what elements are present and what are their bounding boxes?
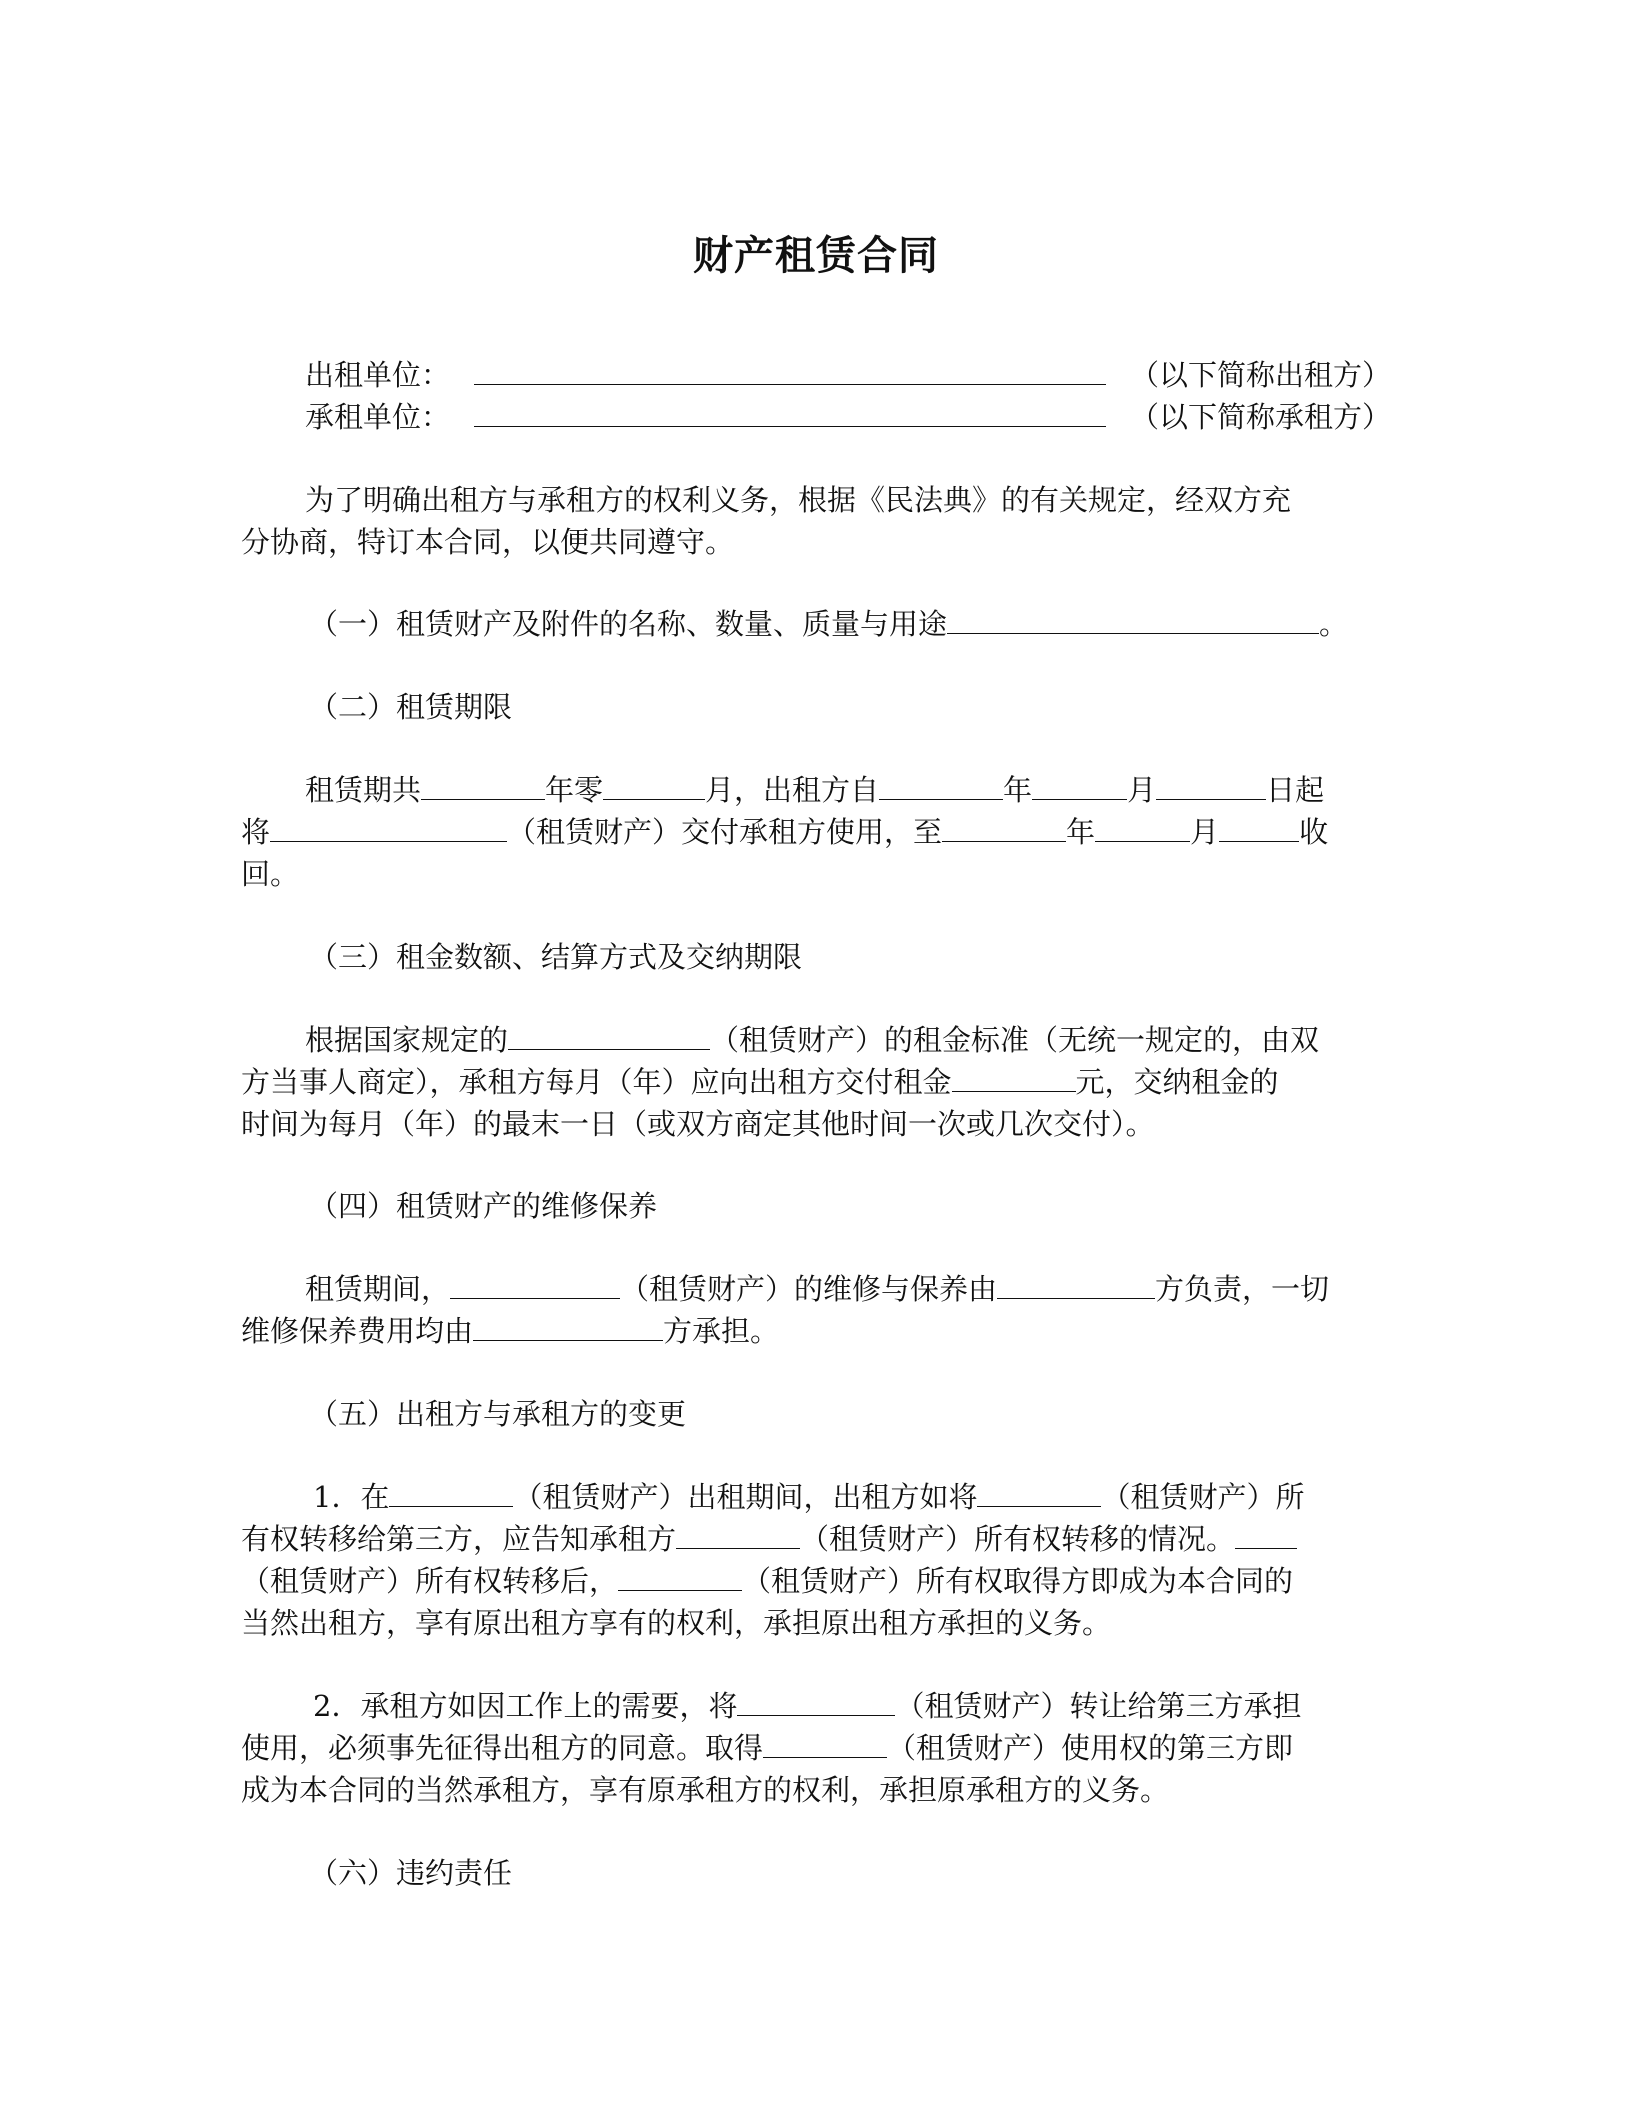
- clause-1-blank-b[interactable]: [977, 1476, 1101, 1507]
- clause-2-text-d: （租赁财产）使用权的第三方即: [887, 1731, 1294, 1765]
- clause-2-text-b: （租赁财产）转让给第三方承担: [895, 1689, 1302, 1723]
- clause-2-blank-a[interactable]: [737, 1685, 895, 1716]
- start-month-blank[interactable]: [1032, 769, 1127, 800]
- repair-text-c: 方负责，一切: [1155, 1272, 1330, 1306]
- end-day-blank[interactable]: [1219, 811, 1299, 842]
- lessee-blank[interactable]: [474, 396, 1106, 427]
- clause-1-text-e: （租赁财产）所有权转移的情况。: [800, 1522, 1236, 1556]
- clause-1-blank-d[interactable]: [1235, 1518, 1297, 1549]
- section-2-line-3: 回。: [241, 857, 300, 891]
- repair-cost-blank[interactable]: [473, 1310, 663, 1341]
- repair-text-a: 租赁期间，: [305, 1272, 451, 1306]
- section-3-line-1: [241, 1019, 1391, 1061]
- lessor-line: [241, 354, 1391, 396]
- term-text-k: 收: [1299, 815, 1329, 849]
- term-text-a: 租赁期共: [305, 773, 422, 807]
- repair-party-blank[interactable]: [997, 1268, 1155, 1299]
- term-text-b: 年零: [545, 773, 604, 807]
- term-text-g: 将: [241, 815, 271, 849]
- lessee-suffix: （以下简称承租方）: [1129, 400, 1391, 434]
- lessor-blank[interactable]: [474, 354, 1106, 385]
- lessor-label: 出租单位：: [305, 358, 451, 392]
- section-4-line-2: [241, 1310, 1391, 1352]
- section-6-heading: （六）违约责任: [309, 1856, 513, 1890]
- clause-2-line-1: [241, 1685, 1391, 1727]
- section-1-blank[interactable]: [947, 603, 1319, 634]
- rent-text-c: 方当事人商定），承租方每月（年）应向出租方交付租金: [241, 1065, 952, 1099]
- term-years-blank[interactable]: [421, 769, 545, 800]
- term-text-i: 年: [1066, 815, 1096, 849]
- start-day-blank[interactable]: [1156, 769, 1266, 800]
- section-1-text: （一）租赁财产及附件的名称、数量、质量与用途: [309, 607, 948, 641]
- repair-text-d: 维修保养费用均由: [241, 1314, 474, 1348]
- section-2-heading: （二）租赁期限: [309, 690, 513, 724]
- clause-2-text-c: 使用，必须事先征得出租方的同意。取得: [241, 1731, 764, 1765]
- end-year-blank[interactable]: [942, 811, 1066, 842]
- rent-text-d: 元，交纳租金的: [1075, 1065, 1279, 1099]
- section-5-heading: （五）出租方与承租方的变更: [309, 1397, 687, 1431]
- section-2-line-2: [241, 811, 1391, 853]
- lessee-label: 承租单位：: [305, 400, 451, 434]
- rent-property-blank[interactable]: [508, 1019, 710, 1050]
- clause-1-text-c: （租赁财产）所: [1101, 1480, 1305, 1514]
- rent-amount-blank[interactable]: [952, 1061, 1076, 1092]
- clause-1-line-1: [241, 1476, 1391, 1518]
- section-3-heading: （三）租金数额、结算方式及交纳期限: [309, 940, 803, 974]
- term-text-h: （租赁财产）交付承租方使用，至: [507, 815, 943, 849]
- rent-text-a: 根据国家规定的: [305, 1023, 509, 1057]
- clause-1-text-f: （租赁财产）所有权转移后，: [241, 1564, 619, 1598]
- term-text-f: 日起: [1266, 773, 1325, 807]
- start-year-blank[interactable]: [879, 769, 1003, 800]
- clause-2-line-3: 成为本合同的当然承租方，享有原承租方的权利，承担原承租方的义务。: [241, 1773, 1170, 1807]
- repair-text-b: （租赁财产）的维修与保养由: [620, 1272, 998, 1306]
- repair-property-blank[interactable]: [450, 1268, 620, 1299]
- clause-1-line-3: [241, 1560, 1391, 1602]
- intro-line-2: 分协商，特订本合同，以便共同遵守。: [241, 525, 735, 559]
- section-4-line-1: [241, 1268, 1391, 1310]
- section-1: [241, 603, 1391, 645]
- end-month-blank[interactable]: [1095, 811, 1190, 842]
- term-text-d: 年: [1003, 773, 1033, 807]
- clause-1-text-b: （租赁财产）出租期间，出租方如将: [513, 1480, 978, 1514]
- clause-1-line-4: 当然出租方，享有原出租方享有的权利，承担原出租方承担的义务。: [241, 1606, 1112, 1640]
- term-text-c: 月，出租方自: [705, 773, 880, 807]
- page-title: 财产租赁合同: [693, 232, 939, 279]
- clause-1-text-g: （租赁财产）所有权取得方即成为本合同的: [742, 1564, 1294, 1598]
- lessee-line: [241, 396, 1391, 438]
- clause-2-line-2: [241, 1727, 1391, 1769]
- lessor-suffix: （以下简称出租方）: [1129, 358, 1391, 392]
- rent-text-b: （租赁财产）的租金标准（无统一规定的，由双: [710, 1023, 1320, 1057]
- clause-1-text-a: 1．在: [313, 1480, 390, 1514]
- term-text-j: 月: [1190, 815, 1220, 849]
- clause-1-blank-a[interactable]: [389, 1476, 513, 1507]
- section-4-heading: （四）租赁财产的维修保养: [309, 1189, 658, 1223]
- clause-2-text-a: 2．承租方如因工作上的需要，将: [313, 1689, 738, 1723]
- repair-text-e: 方承担。: [663, 1314, 780, 1348]
- intro-line-1: 为了明确出租方与承租方的权利义务，根据《民法典》的有关规定，经双方充: [305, 483, 1292, 517]
- section-2-line-1: [241, 769, 1391, 811]
- clause-1-text-d: 有权转移给第三方，应告知承租方: [241, 1522, 677, 1556]
- clause-1-blank-e[interactable]: [618, 1560, 742, 1591]
- term-text-e: 月: [1127, 773, 1157, 807]
- section-1-end: 。: [1319, 607, 1349, 641]
- clause-1-line-2: [241, 1518, 1391, 1560]
- clause-2-blank-b[interactable]: [763, 1727, 887, 1758]
- section-3-line-3: 时间为每月（年）的最末一日（或双方商定其他时间一次或几次交付）。: [241, 1107, 1155, 1141]
- property-blank[interactable]: [270, 811, 507, 842]
- term-months-blank[interactable]: [603, 769, 705, 800]
- clause-1-blank-c[interactable]: [676, 1518, 800, 1549]
- section-3-line-2: [241, 1061, 1391, 1103]
